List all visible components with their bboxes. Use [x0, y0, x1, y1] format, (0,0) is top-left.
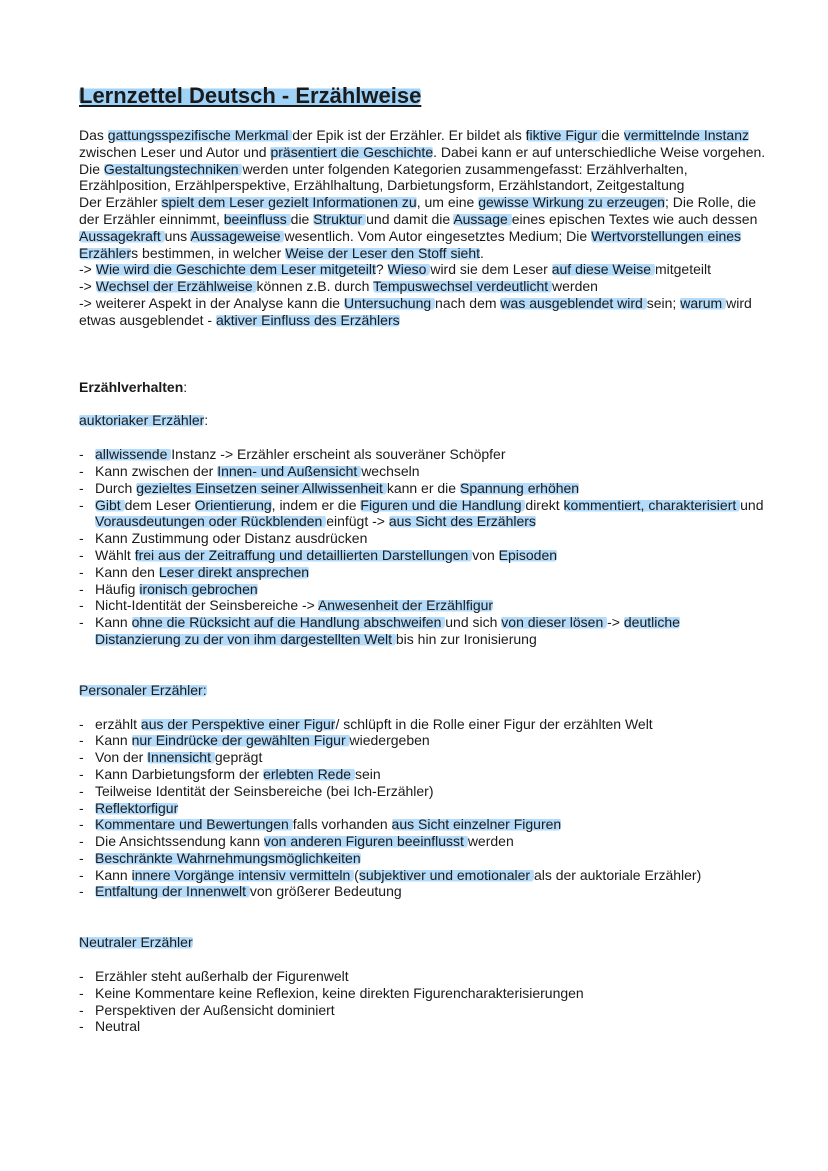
- highlighted-text: gewisse Wirkung zu erzeugen: [478, 194, 665, 211]
- text-run: ?: [375, 261, 388, 278]
- text-run: mitgeteilt: [654, 261, 711, 278]
- highlighted-text: Weise der Leser den Stoff sieht: [285, 244, 481, 261]
- text-run: Neutral: [95, 1018, 141, 1035]
- text-run: Wählt: [95, 546, 135, 563]
- highlighted-text: aus der Perspektive einer Figur: [140, 715, 336, 732]
- list-auktorial: [79, 446, 768, 648]
- highlighted-text: Struktur: [313, 210, 367, 227]
- list-item: [79, 446, 768, 463]
- text-run: Kann den: [95, 563, 159, 580]
- list-item: [79, 766, 768, 783]
- heading-personal: [79, 682, 768, 699]
- text-run: Kann: [95, 866, 132, 883]
- highlighted-text: innere Vorgänge intensiv vermitteln: [131, 866, 355, 883]
- highlighted-text: ironisch gebrochen: [139, 580, 258, 597]
- highlighted-text: warum: [680, 294, 727, 311]
- text-run: . Dabei kann er auf unterschiedliche Weise vorgehen. Die: [79, 143, 766, 177]
- list-item: [79, 968, 768, 985]
- text-run: von größerer Bedeutung: [249, 883, 402, 900]
- highlighted-text: Figuren und die Handlung: [360, 496, 526, 513]
- highlighted-text: Tempuswechsel verdeutlicht: [373, 278, 553, 295]
- text-run: / schlüpft in die Rolle einer Figur der erzählten Welt: [335, 715, 653, 732]
- highlighted-text: aktiver Einfluss des Erzählers: [215, 311, 400, 328]
- highlighted-text: auf diese Weise: [551, 261, 655, 278]
- highlighted-text: Gestaltungstechniken: [103, 160, 243, 177]
- text-run: ->: [79, 261, 96, 278]
- heading-neutral: [79, 934, 768, 951]
- list-personal: [79, 716, 768, 901]
- text-run: Das: [79, 127, 108, 143]
- text-run: und: [740, 496, 764, 513]
- text-run: einfügt ->: [326, 513, 389, 530]
- highlighted-text: Personaler Erzähler:: [79, 681, 207, 698]
- highlighted-text: Gibt: [95, 496, 125, 513]
- text-run: Häufig: [95, 580, 140, 597]
- text-run: Keine Kommentare keine Reflexion, keine direkten Figurencharakterisierungen: [95, 984, 584, 1001]
- text-run: Die Ansichtssendung kann: [95, 833, 264, 850]
- list-item: [79, 581, 768, 598]
- text-run: Erzähler steht außerhalb der Figurenwelt: [95, 968, 349, 985]
- text-run: , indem er die: [271, 496, 361, 513]
- text-run: wird etwas ausgeblendet -: [79, 294, 752, 328]
- highlighted-text: Wie wird die Geschichte dem Leser mitgeteilt: [95, 261, 376, 278]
- list-item: [79, 883, 768, 900]
- text-run: wesentlich. Vom Autor eingesetztes Medium; Die: [284, 227, 592, 244]
- highlighted-text: Anwesenheit der Erzählfigur: [317, 597, 494, 614]
- text-run: geprägt: [214, 749, 263, 766]
- highlighted-text: Reflektorfigur: [95, 799, 179, 816]
- page-title: [79, 82, 768, 110]
- intro-arrow-1: [79, 261, 768, 278]
- text-run: nach dem: [435, 294, 501, 311]
- text-run: falls vorhanden: [292, 816, 392, 833]
- text-run: und damit die: [366, 210, 454, 227]
- highlighted-text: Aussagekraft: [79, 227, 165, 244]
- list-item: [79, 716, 768, 733]
- text-run: Durch: [95, 479, 137, 496]
- list-neutral: [79, 968, 768, 1035]
- highlighted-text: auktoriaker Erzähler: [79, 412, 205, 429]
- highlighted-text: Beschränkte Wahrnehmungsmöglichkeiten: [95, 849, 361, 866]
- highlighted-text: Entfaltung der Innenwelt: [95, 883, 250, 900]
- text-run: Kann: [95, 732, 132, 749]
- list-item: [79, 597, 768, 614]
- highlighted-text: Orientierung: [194, 496, 272, 513]
- text-run: ->: [607, 614, 624, 631]
- text-run: werden unter folgenden Kategorien zusammengefasst: Erzählverhalten, Erzählposition, Erzählperspektive, Erzählhaltung, Darbietungsform, Erzählstandort, Zeitgestaltung: [79, 160, 688, 194]
- list-item: [79, 480, 768, 497]
- text-run: Kann zwischen der: [95, 462, 218, 479]
- highlighted-text: ohne die Rücksicht auf die Handlung abschweifen: [131, 614, 446, 631]
- highlighted-text: kommentiert, charakterisiert: [563, 496, 741, 513]
- list-item: [79, 783, 768, 800]
- text-run: Perspektiven der Außensicht dominiert: [95, 1001, 335, 1018]
- highlighted-text: Aussage: [453, 210, 512, 227]
- intro-paragraph-2: [79, 194, 768, 261]
- intro-arrow-3: [79, 295, 768, 329]
- text-run: die: [601, 127, 624, 143]
- highlighted-text: Neutraler Erzähler: [79, 934, 193, 951]
- section-heading-text: Erzählverhalten: [79, 378, 184, 395]
- highlighted-text: erlebten Rede: [263, 765, 355, 782]
- list-item: [79, 816, 768, 833]
- highlighted-text: Kommentare und Bewertungen: [95, 816, 293, 833]
- text-run: kann er die: [386, 479, 460, 496]
- highlighted-text: Wieso: [387, 261, 431, 278]
- text-run: Der Erzähler: [79, 194, 162, 211]
- text-run: (: [354, 866, 359, 883]
- text-run: und sich: [445, 614, 502, 631]
- text-run: eines epischen Textes wie auch dessen: [511, 210, 758, 227]
- text-run: wird sie dem Leser: [430, 261, 552, 278]
- text-run: der Epik ist der Erzähler. Er bildet als: [292, 127, 526, 143]
- highlighted-text: Wechsel der Erzählweise: [95, 278, 257, 295]
- list-item: [79, 564, 768, 581]
- list-item: [79, 833, 768, 850]
- list-item: [79, 1018, 768, 1035]
- list-item: [79, 800, 768, 817]
- text-run: ->: [79, 278, 96, 295]
- list-item: [79, 867, 768, 884]
- text-run: , um eine: [416, 194, 479, 211]
- highlighted-text: von dieser lösen: [501, 614, 608, 631]
- highlighted-text: Leser direkt ansprechen: [158, 563, 310, 580]
- list-item: [79, 850, 768, 867]
- text-run: Von der: [95, 749, 148, 766]
- highlighted-text: nur Eindrücke der gewählten Figur: [131, 732, 350, 749]
- text-run: direkt: [525, 496, 564, 513]
- highlighted-text: Untersuchung: [343, 294, 436, 311]
- text-run: wiedergeben: [349, 732, 430, 749]
- text-run: Nicht-Identität der Seinsbereiche ->: [95, 597, 318, 614]
- highlighted-text: von anderen Figuren beeinflusst: [263, 833, 468, 850]
- highlighted-text: Episoden: [498, 546, 558, 563]
- list-item: [79, 547, 768, 564]
- intro-paragraph-1: [79, 127, 768, 194]
- highlighted-text: aus Sicht des Erzählers: [388, 513, 536, 530]
- text-run: bis hin zur Ironisierung: [395, 630, 537, 647]
- text-run: werden: [467, 833, 514, 850]
- list-item: [79, 497, 768, 531]
- text-run: dem Leser: [124, 496, 195, 513]
- text-run: Kann Zustimmung oder Distanz ausdrücken: [95, 530, 368, 547]
- highlighted-text: präsentiert die Geschichte: [270, 143, 434, 160]
- highlighted-text: Spannung erhöhen: [459, 479, 580, 496]
- list-item: [79, 1002, 768, 1019]
- text-run: Kann Darbietungsform der: [95, 765, 264, 782]
- text-run: von: [472, 546, 499, 563]
- highlighted-text: Aussageweise: [190, 227, 285, 244]
- highlighted-text: gattungsspezifische Merkmal: [107, 127, 293, 143]
- section-heading-colon: :: [183, 378, 188, 395]
- heading-auktorial: [79, 412, 768, 429]
- highlighted-text: Vorausdeutungen oder Rückblenden: [95, 513, 327, 530]
- highlighted-text: spielt dem Leser gezielt Informationen zu: [161, 194, 417, 211]
- list-item: [79, 732, 768, 749]
- text-run: die: [290, 210, 314, 227]
- text-run: s bestimmen, in welcher: [131, 244, 286, 261]
- highlighted-text: deutliche Distanzierung zu der von ihm dargestellten Welt: [95, 614, 680, 647]
- highlighted-text: gezieltes Einsetzen seiner Allwissenheit: [136, 479, 387, 496]
- text-run: werden: [552, 278, 598, 295]
- section-heading-erzaehlverhalten: [79, 379, 768, 396]
- text-run: als der auktoriale Erzähler): [533, 866, 702, 883]
- text-run: -> weiterer Aspekt in der Analyse kann die: [79, 294, 344, 311]
- highlighted-text: Wertvorstellungen eines Erzähler: [79, 227, 742, 261]
- text-run: :: [204, 412, 209, 429]
- highlighted-text: beeinfluss: [223, 210, 291, 227]
- text-run: sein;: [646, 294, 681, 311]
- list-item: [79, 463, 768, 480]
- highlighted-text: aus Sicht einzelner Figuren: [391, 816, 562, 833]
- text-run: zwischen Leser und Autor und: [79, 143, 271, 160]
- title-highlight: Lernzettel Deutsch - Erzählweise: [79, 83, 422, 108]
- highlighted-text: allwissende: [95, 446, 172, 463]
- text-run: uns: [164, 227, 191, 244]
- text-run: Kann: [95, 614, 132, 631]
- highlighted-text: subjektiver und emotionaler: [358, 866, 534, 883]
- highlighted-text: Innensicht: [147, 749, 215, 766]
- text-run: sein: [354, 765, 381, 782]
- list-item: [79, 985, 768, 1002]
- highlighted-text: frei aus der Zeitraffung und detaillierten Darstellungen: [134, 546, 473, 563]
- text-run: ; Die Rolle, die der Erzähler einnimmt,: [79, 194, 757, 227]
- text-run: wechseln: [361, 462, 420, 479]
- highlighted-text: vermittelnde Instanz: [623, 127, 749, 143]
- text-run: .: [480, 244, 484, 261]
- highlighted-text: was ausgeblendet wird: [500, 294, 647, 311]
- intro-arrow-2: [79, 278, 768, 295]
- list-item: [79, 749, 768, 766]
- text-run: erzählt: [95, 715, 141, 732]
- highlighted-text: Innen- und Außensicht: [217, 462, 362, 479]
- highlighted-text: fiktive Figur: [525, 127, 602, 143]
- list-item: [79, 614, 768, 648]
- intro-section: [79, 127, 768, 329]
- text-run: Instanz -> Erzähler erscheint als souveräner Schöpfer: [171, 446, 506, 463]
- text-run: Teilweise Identität der Seinsbereiche (bei Ich-Erzähler): [95, 782, 434, 799]
- list-item: [79, 530, 768, 547]
- text-run: können z.B. durch: [256, 278, 374, 295]
